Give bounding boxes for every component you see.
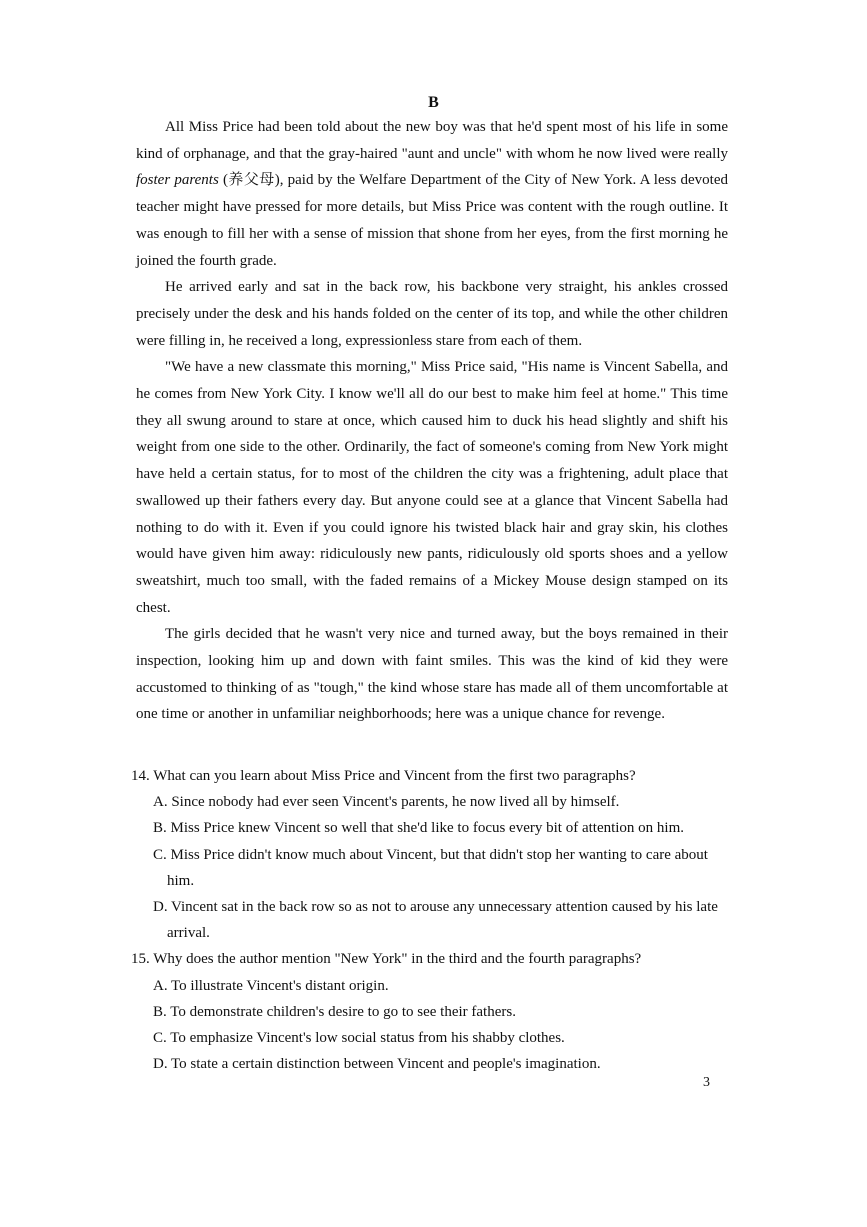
option-a: A. Since nobody had ever seen Vincent's parents, he now lived all by himself. xyxy=(153,794,620,811)
option-d: D. To state a certain distinction between Vincent and people's imagination. xyxy=(153,1056,601,1073)
question-15 xyxy=(131,946,731,1077)
option-list xyxy=(153,789,731,946)
option-b: B. Miss Price knew Vincent so well that she'd like to focus every bit of attention on him. xyxy=(153,820,685,837)
option-d: D. Vincent sat in the back row so as not to arouse any unnecessary attention caused by his late arrival. xyxy=(153,899,718,942)
passage-paragraph-3: "We have a new classmate this morning," Miss Price said, "His name is Vincent Sabella, and he comes from New York City. I know we'll all do our best to make him feel at home." This time they all swung around to stare at once, which caused him to duck his head slightly and shift his weight from one side to the other. Ordinarily, the fact of someone's coming from New York might have held a certain status, for to most of the children the city was a frightening, adult place that swallowed up their fathers every day. But anyone could see at a glance that Vincent Sabella had nothing to do with it. Even if you could ignore his twisted black hair and gray skin, his clothes would have given him away: ridiculously new pants, ridiculously old sports shoes and a yellow sweatshirt, much too small, with the faded remains of a Mickey Mouse design stamped on its chest. xyxy=(136,359,728,616)
chinese-gloss: (养父母) xyxy=(218,172,280,189)
page-number: 3 xyxy=(703,1075,710,1090)
question-stem: 15. Why does the author mention "New York" in the third and the fourth paragraphs? xyxy=(131,951,642,968)
question-list xyxy=(131,763,731,1077)
passage-paragraph-2: He arrived early and sat in the back row, his backbone very straight, his ankles crossed precisely under the desk and his hands folded on the center of its top, and while the other children were filling in, he received a long, expressionless stare from each of them. xyxy=(136,279,728,349)
option-c: C. To emphasize Vincent's low social status from his shabby clothes. xyxy=(153,1030,565,1047)
question-14 xyxy=(131,763,731,946)
italic-term: foster parents xyxy=(136,172,219,189)
section-label: B xyxy=(428,94,439,111)
option-c: C. Miss Price didn't know much about Vincent, but that didn't stop her wanting to care about him. xyxy=(153,846,708,889)
option-list xyxy=(153,973,731,1078)
passage-paragraph-4: The girls decided that he wasn't very nice and turned away, but the boys remained in their inspection, looking him up and down with faint smiles. This was the kind of kid they were accustomed to thinking of as "tough," the kind whose stare has made all of them uncomfortable at one time or another in unfamiliar neighborhoods; here was a unique chance for revenge. xyxy=(136,626,728,723)
option-b: B. To demonstrate children's desire to go to see their fathers. xyxy=(153,1003,516,1020)
reading-passage xyxy=(136,114,728,728)
option-a: A. To illustrate Vincent's distant origin. xyxy=(153,977,389,994)
question-stem: 14. What can you learn about Miss Price and Vincent from the first two paragraphs? xyxy=(131,768,636,784)
passage-paragraph-1: All Miss Price had been told about the new boy was that he'd spent most of his life in some kind of orphanage, and that the gray-haired "aunt and uncle" with whom he now lived were really foster parents (养父母), paid by the Welfare Department of the City of New York. A less devoted teacher might have pressed for more details, but Miss Price was content with the rough outline. It was enough to fill her with a sense of mission that shone from her eyes, from the first morning he joined the fourth grade. xyxy=(136,119,728,269)
